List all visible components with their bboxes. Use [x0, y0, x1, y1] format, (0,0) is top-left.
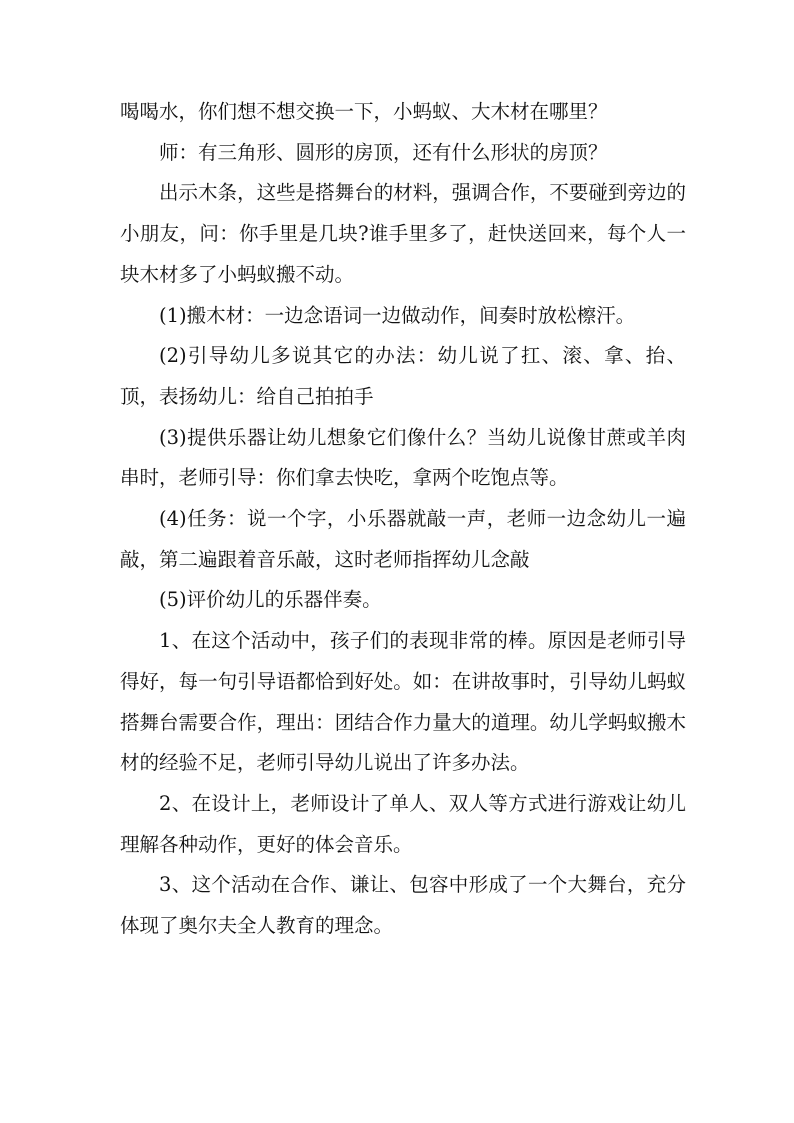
- paragraph-reflection-2: 2、在设计上，老师设计了单人、双人等方式进行游戏让幼儿理解各种动作，更好的体会音乐。: [120, 791, 686, 856]
- paragraph-reflection-1: 1、在这个活动中，孩子们的表现非常的棒。原因是老师引导得好，每一句引导语都恰到好处。如：在讲故事时，引导幼儿蚂蚁搭舞台需要合作，理出：团结合作力量大的道理。幼儿学蚂蚁搬木材的经验不足，老师引导幼儿说出了许多办法。: [120, 629, 686, 775]
- paragraph-step-5: (5)评价幼儿的乐器伴奏。: [159, 588, 382, 612]
- paragraph-step-2: (2)引导幼儿多说其它的办法：幼儿说了扛、滚、拿、抬、顶，表扬幼儿：给自己拍拍手: [120, 344, 686, 408]
- paragraph-step-4: (4)任务：说一个字，小乐器就敲一声，老师一边念幼儿一遍敲，第二遍跟着音乐敲，这时老师指挥幼儿念敲: [120, 507, 686, 571]
- paragraph-reflection-3: 3、这个活动在合作、谦让、包容中形成了一个大舞台，充分体现了奥尔夫全人教育的理念。: [120, 873, 686, 938]
- paragraph-step-1: (1)搬木材：一边念语词一边做动作，间奏时放松檫汗。: [159, 303, 636, 327]
- paragraph-continuation: 喝喝水，你们想不想交换一下，小蚂蚁、大木材在哪里？: [120, 100, 608, 123]
- paragraph-step-3: (3)提供乐器让幼儿想象它们像什么？当幼儿说像甘蔗或羊肉串时，老师引导：你们拿去快吃，拿两个吃饱点等。: [120, 425, 686, 490]
- paragraph-teacher-question: 师：有三角形、圆形的房顶，还有什么形状的房顶？: [159, 140, 608, 164]
- document-body: [120, 92, 686, 947]
- paragraph-wood-strips: 出示木条，这些是搭舞台的材料，强调合作，不要碰到旁边的小朋友，问：你手里是几块?谁手里多了，赶快送回来，每个人一块木材多了小蚂蚁搬不动。: [120, 181, 686, 286]
